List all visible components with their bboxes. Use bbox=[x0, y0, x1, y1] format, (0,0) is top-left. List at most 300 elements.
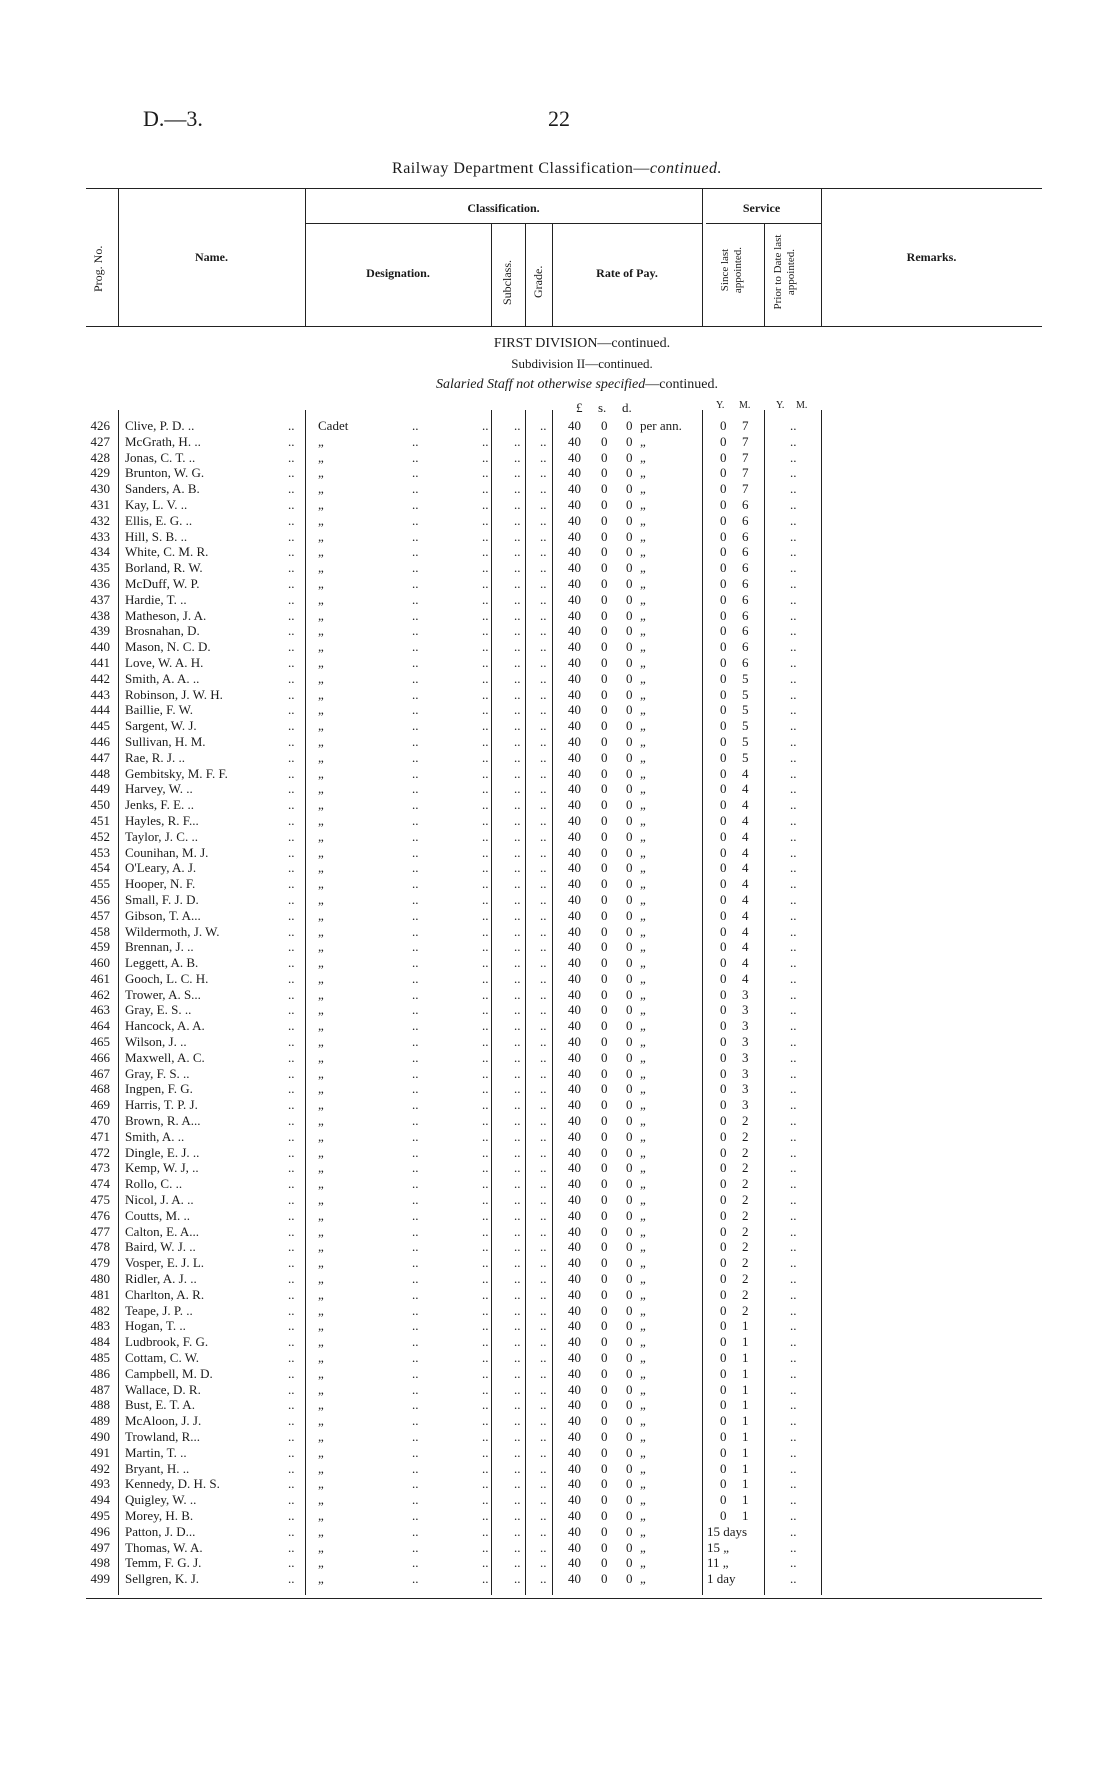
years-cell: 0 bbox=[720, 891, 727, 907]
years-cell: 0 bbox=[720, 654, 727, 670]
pounds-cell: 40 bbox=[568, 860, 581, 876]
prog-no-cell: 458 bbox=[90, 923, 110, 939]
leader-dots: .. bbox=[540, 1081, 547, 1097]
period-cell: „ bbox=[640, 749, 646, 765]
col-prog-no: Prog. No. bbox=[91, 245, 105, 292]
leader-dots: .. bbox=[514, 623, 521, 639]
designation-cell: „ bbox=[318, 1192, 324, 1208]
months-cell: 1 bbox=[742, 1381, 749, 1397]
pounds-cell: 40 bbox=[568, 481, 581, 497]
pence-cell: 0 bbox=[626, 907, 633, 923]
pence-cell: 0 bbox=[626, 575, 633, 591]
designation-cell: „ bbox=[318, 1413, 324, 1429]
leader-dots: .. bbox=[514, 955, 521, 971]
period-cell: „ bbox=[640, 781, 646, 797]
designation-cell: „ bbox=[318, 1034, 324, 1050]
name-cell: Trowland, R... bbox=[125, 1429, 201, 1444]
leader-dots: .. bbox=[288, 607, 295, 623]
table-row bbox=[0, 513, 1114, 529]
table-row bbox=[0, 1050, 1114, 1066]
leader-dots: .. bbox=[540, 607, 547, 623]
shillings-cell: 0 bbox=[601, 986, 608, 1002]
designation-cell: „ bbox=[318, 1365, 324, 1381]
months-cell: 3 bbox=[742, 1049, 749, 1065]
leader-dots: .. bbox=[288, 733, 295, 749]
table-row bbox=[0, 1239, 1114, 1255]
leader-dots: .. bbox=[288, 1049, 295, 1065]
shillings-cell: 0 bbox=[601, 923, 608, 939]
prog-no-cell: 446 bbox=[90, 733, 110, 749]
shillings-cell: 0 bbox=[601, 718, 608, 734]
table-row bbox=[0, 939, 1114, 955]
col-name: Name. bbox=[195, 250, 228, 264]
leader-dots: .. bbox=[514, 512, 521, 528]
leader-dots: .. bbox=[540, 1160, 547, 1176]
leader-dots: .. bbox=[412, 1523, 419, 1539]
prog-no-cell: 426 bbox=[90, 418, 110, 433]
pounds-cell: 40 bbox=[568, 812, 581, 828]
period-cell: „ bbox=[640, 1444, 646, 1460]
shillings-cell: 0 bbox=[601, 1539, 608, 1555]
months-cell: 4 bbox=[742, 970, 749, 986]
leader-dots: .. bbox=[482, 733, 489, 749]
table-row bbox=[0, 908, 1114, 924]
pence-cell: 0 bbox=[626, 481, 633, 497]
months-cell: 7 bbox=[742, 433, 749, 449]
pence-cell: 0 bbox=[626, 1081, 633, 1097]
leader-dots: .. bbox=[790, 1113, 797, 1129]
leader-dots: .. bbox=[482, 1555, 489, 1571]
prog-no-cell: 433 bbox=[90, 528, 110, 544]
designation-cell: „ bbox=[318, 876, 324, 892]
table-row bbox=[0, 734, 1114, 750]
period-cell: „ bbox=[640, 1492, 646, 1508]
leader-dots: .. bbox=[790, 575, 797, 591]
table-row bbox=[0, 1224, 1114, 1240]
leader-dots: .. bbox=[482, 1413, 489, 1429]
designation-cell: „ bbox=[318, 765, 324, 781]
leader-dots: .. bbox=[412, 623, 419, 639]
months-cell: 2 bbox=[742, 1144, 749, 1160]
col-prior-to-date bbox=[772, 224, 798, 320]
leader-dots: .. bbox=[790, 686, 797, 702]
leader-dots: .. bbox=[790, 1207, 797, 1223]
pounds-cell: 40 bbox=[568, 1002, 581, 1018]
leader-dots: .. bbox=[288, 544, 295, 560]
pounds-cell: 40 bbox=[568, 1192, 581, 1208]
header-top-rule bbox=[86, 188, 1042, 189]
name-cell: Ludbrook, F. G. bbox=[125, 1334, 209, 1350]
leader-dots: .. bbox=[540, 907, 547, 923]
leader-dots: .. bbox=[412, 1113, 419, 1129]
shillings-cell: 0 bbox=[601, 1192, 608, 1208]
months-cell: 5 bbox=[742, 718, 749, 734]
leader-dots: .. bbox=[514, 449, 521, 465]
shillings-cell: 0 bbox=[601, 1555, 608, 1571]
shillings-cell: 0 bbox=[601, 575, 608, 591]
pence-cell: 0 bbox=[626, 1476, 633, 1492]
table-row bbox=[0, 829, 1114, 845]
shillings-cell: 0 bbox=[601, 828, 608, 844]
year-unit: Y. bbox=[716, 400, 725, 411]
period-cell: „ bbox=[640, 1176, 646, 1192]
shillings-cell: 0 bbox=[601, 560, 608, 576]
pounds-cell: 40 bbox=[568, 970, 581, 986]
leader-dots: .. bbox=[540, 1113, 547, 1129]
pounds-cell: 40 bbox=[568, 1034, 581, 1050]
period-cell: „ bbox=[640, 591, 646, 607]
designation-cell: „ bbox=[318, 1239, 324, 1255]
shillings-cell: 0 bbox=[601, 639, 608, 655]
leader-dots: .. bbox=[540, 876, 547, 892]
years-cell: 0 bbox=[720, 607, 727, 623]
months-cell: 2 bbox=[742, 1128, 749, 1144]
pence-cell: 0 bbox=[626, 1128, 633, 1144]
leader-dots: .. bbox=[790, 1239, 797, 1255]
name-cell: Bryant, H. .. bbox=[125, 1460, 190, 1476]
months-cell: 2 bbox=[742, 1271, 749, 1287]
leader-dots: .. bbox=[482, 1065, 489, 1081]
leader-dots: .. bbox=[790, 718, 797, 734]
shillings-cell: 0 bbox=[601, 465, 608, 481]
pence-cell: 0 bbox=[626, 718, 633, 734]
designation-cell: „ bbox=[318, 860, 324, 876]
years-cell: 0 bbox=[720, 686, 727, 702]
leader-dots: .. bbox=[790, 702, 797, 718]
leader-dots: .. bbox=[482, 560, 489, 576]
name-cell: Smith, A. .. bbox=[125, 1128, 185, 1144]
shillings-cell: 0 bbox=[601, 1097, 608, 1113]
leader-dots: .. bbox=[540, 433, 547, 449]
months-cell: 1 bbox=[742, 1350, 749, 1366]
leader-dots: .. bbox=[790, 860, 797, 876]
months-cell: 4 bbox=[742, 860, 749, 876]
table-row bbox=[0, 924, 1114, 940]
leader-dots: .. bbox=[790, 1160, 797, 1176]
prog-no-cell: 465 bbox=[90, 1034, 110, 1050]
leader-dots: .. bbox=[288, 1239, 295, 1255]
designation-cell: „ bbox=[318, 1160, 324, 1176]
name-cell: O'Leary, A. J. bbox=[125, 860, 197, 876]
table-row bbox=[0, 1492, 1114, 1508]
leader-dots: .. bbox=[412, 844, 419, 860]
pence-cell: 0 bbox=[626, 1207, 633, 1223]
leader-dots: .. bbox=[790, 986, 797, 1002]
pence-cell: 0 bbox=[626, 781, 633, 797]
period-cell: „ bbox=[640, 733, 646, 749]
col-grade: Grade. bbox=[531, 265, 545, 298]
leader-dots: .. bbox=[790, 1128, 797, 1144]
leader-dots: .. bbox=[412, 702, 419, 718]
leader-dots: .. bbox=[412, 449, 419, 465]
years-cell: 0 bbox=[720, 939, 727, 955]
period-cell: „ bbox=[640, 1002, 646, 1018]
shillings-cell: 0 bbox=[601, 749, 608, 765]
shillings-cell: 0 bbox=[601, 654, 608, 670]
leader-dots: .. bbox=[288, 797, 295, 813]
name-cell: Gembitsky, M. F. F. bbox=[125, 765, 228, 781]
leader-dots: .. bbox=[412, 1144, 419, 1160]
years-cell: 0 bbox=[720, 1097, 727, 1113]
name-cell: Small, F. J. D. bbox=[125, 891, 199, 907]
col-designation: Designation. bbox=[366, 266, 430, 280]
table-row bbox=[0, 497, 1114, 513]
shillings-cell: 0 bbox=[601, 1492, 608, 1508]
leader-dots: .. bbox=[790, 1002, 797, 1018]
leader-dots: .. bbox=[790, 765, 797, 781]
designation-cell: „ bbox=[318, 1223, 324, 1239]
designation-cell: „ bbox=[318, 1492, 324, 1508]
pence-cell: 0 bbox=[626, 828, 633, 844]
period-cell: „ bbox=[640, 1460, 646, 1476]
leader-dots: .. bbox=[412, 1034, 419, 1050]
leader-dots: .. bbox=[288, 891, 295, 907]
leader-dots: .. bbox=[514, 1444, 521, 1460]
leader-dots: .. bbox=[514, 465, 521, 481]
leader-dots: .. bbox=[412, 418, 419, 433]
pence-cell: 0 bbox=[626, 591, 633, 607]
leader-dots: .. bbox=[540, 1334, 547, 1350]
pounds-cell: 40 bbox=[568, 1413, 581, 1429]
years-cell: 0 bbox=[720, 970, 727, 986]
shillings-cell: 0 bbox=[601, 1318, 608, 1334]
leader-dots: .. bbox=[790, 733, 797, 749]
leader-dots: .. bbox=[412, 1555, 419, 1571]
shillings-cell: 0 bbox=[601, 1365, 608, 1381]
leader-dots: .. bbox=[412, 1128, 419, 1144]
leader-dots: .. bbox=[540, 702, 547, 718]
years-cell: 0 bbox=[720, 923, 727, 939]
designation-cell: „ bbox=[318, 1381, 324, 1397]
leader-dots: .. bbox=[540, 1018, 547, 1034]
pounds-cell: 40 bbox=[568, 560, 581, 576]
pence-cell: 0 bbox=[626, 986, 633, 1002]
header-divider bbox=[525, 223, 526, 326]
leader-dots: .. bbox=[540, 923, 547, 939]
leader-dots: .. bbox=[514, 1239, 521, 1255]
months-cell: 4 bbox=[742, 876, 749, 892]
designation-cell: „ bbox=[318, 528, 324, 544]
service-duration-cell: 15 days bbox=[707, 1523, 748, 1539]
leader-dots: .. bbox=[514, 528, 521, 544]
table-row bbox=[0, 687, 1114, 703]
prog-no-cell: 489 bbox=[90, 1413, 110, 1429]
leader-dots: .. bbox=[514, 1034, 521, 1050]
period-cell: „ bbox=[640, 449, 646, 465]
leader-dots: .. bbox=[288, 1192, 295, 1208]
leader-dots: .. bbox=[412, 907, 419, 923]
years-cell: 0 bbox=[720, 1207, 727, 1223]
table-row bbox=[0, 529, 1114, 545]
leader-dots: .. bbox=[482, 575, 489, 591]
designation-cell: „ bbox=[318, 939, 324, 955]
leader-dots: .. bbox=[540, 718, 547, 734]
leader-dots: .. bbox=[412, 607, 419, 623]
leader-dots: .. bbox=[540, 1318, 547, 1334]
designation-cell: „ bbox=[318, 1002, 324, 1018]
leader-dots: .. bbox=[514, 481, 521, 497]
leader-dots: .. bbox=[514, 1018, 521, 1034]
designation-cell: „ bbox=[318, 465, 324, 481]
pence-cell: 0 bbox=[626, 1539, 633, 1555]
prog-no-cell: 448 bbox=[90, 765, 110, 781]
prog-no-cell: 437 bbox=[90, 591, 110, 607]
leader-dots: .. bbox=[514, 781, 521, 797]
leader-dots: .. bbox=[540, 955, 547, 971]
prog-no-cell: 462 bbox=[90, 986, 110, 1002]
table-row bbox=[0, 1461, 1114, 1477]
designation-cell: „ bbox=[318, 844, 324, 860]
leader-dots: .. bbox=[412, 955, 419, 971]
leader-dots: .. bbox=[790, 828, 797, 844]
leader-dots: .. bbox=[790, 1539, 797, 1555]
shillings-cell: 0 bbox=[601, 1144, 608, 1160]
period-cell: „ bbox=[640, 986, 646, 1002]
leader-dots: .. bbox=[412, 718, 419, 734]
leader-dots: .. bbox=[482, 433, 489, 449]
name-cell: McDuff, W. P. bbox=[125, 575, 200, 591]
pounds-cell: 40 bbox=[568, 1350, 581, 1366]
leader-dots: .. bbox=[514, 1492, 521, 1508]
leader-dots: .. bbox=[412, 923, 419, 939]
leader-dots: .. bbox=[540, 781, 547, 797]
pence-cell: 0 bbox=[626, 1160, 633, 1176]
leader-dots: .. bbox=[482, 449, 489, 465]
shillings-cell: 0 bbox=[601, 1128, 608, 1144]
designation-cell: „ bbox=[318, 1255, 324, 1271]
leader-dots: .. bbox=[790, 1018, 797, 1034]
prog-no-cell: 475 bbox=[90, 1192, 110, 1208]
years-cell: 0 bbox=[720, 1144, 727, 1160]
shillings-cell: 0 bbox=[601, 1018, 608, 1034]
leader-dots: .. bbox=[540, 1492, 547, 1508]
leader-dots: .. bbox=[412, 1397, 419, 1413]
shillings-cell: 0 bbox=[601, 812, 608, 828]
leader-dots: .. bbox=[482, 623, 489, 639]
pence-cell: 0 bbox=[626, 702, 633, 718]
designation-cell: „ bbox=[318, 1318, 324, 1334]
table-row bbox=[0, 481, 1114, 497]
leader-dots: .. bbox=[288, 1271, 295, 1287]
designation-cell: „ bbox=[318, 797, 324, 813]
pounds-cell: 40 bbox=[568, 702, 581, 718]
name-cell: Martin, T. .. bbox=[125, 1444, 187, 1460]
name-cell: Morey, H. B. bbox=[125, 1507, 194, 1523]
table-row bbox=[0, 1476, 1114, 1492]
leader-dots: .. bbox=[482, 591, 489, 607]
leader-dots: .. bbox=[288, 907, 295, 923]
leader-dots: .. bbox=[540, 1350, 547, 1366]
shillings-cell: 0 bbox=[601, 860, 608, 876]
leader-dots: .. bbox=[540, 496, 547, 512]
shillings-cell: 0 bbox=[601, 496, 608, 512]
leader-dots: .. bbox=[412, 1081, 419, 1097]
leader-dots: .. bbox=[540, 528, 547, 544]
leader-dots: .. bbox=[482, 1302, 489, 1318]
leader-dots: .. bbox=[540, 797, 547, 813]
period-cell: „ bbox=[640, 1144, 646, 1160]
pounds-cell: 40 bbox=[568, 733, 581, 749]
table-bottom-rule bbox=[86, 1598, 1042, 1599]
leader-dots: .. bbox=[540, 670, 547, 686]
designation-cell: „ bbox=[318, 828, 324, 844]
leader-dots: .. bbox=[482, 1239, 489, 1255]
leader-dots: .. bbox=[288, 765, 295, 781]
years-cell: 0 bbox=[720, 1065, 727, 1081]
table-row bbox=[0, 1129, 1114, 1145]
division-heading: FIRST DIVISION—continued. bbox=[493, 336, 671, 351]
name-cell: Hill, S. B. .. bbox=[125, 528, 188, 544]
pence-cell: 0 bbox=[626, 1065, 633, 1081]
years-cell: 0 bbox=[720, 860, 727, 876]
table-row bbox=[0, 1350, 1114, 1366]
page-number: 22 bbox=[548, 106, 570, 131]
period-cell: „ bbox=[640, 1286, 646, 1302]
leader-dots: .. bbox=[790, 907, 797, 923]
pence-cell: 0 bbox=[626, 528, 633, 544]
years-cell: 0 bbox=[720, 797, 727, 813]
name-cell: McGrath, H. .. bbox=[125, 433, 201, 449]
name-cell: Gooch, L. C. H. bbox=[125, 970, 209, 986]
months-cell: 4 bbox=[742, 797, 749, 813]
shillings-cell: 0 bbox=[601, 1571, 608, 1587]
shillings-cell: 0 bbox=[601, 1397, 608, 1413]
title-italic: continued. bbox=[649, 160, 722, 177]
months-cell: 3 bbox=[742, 986, 749, 1002]
leader-dots: .. bbox=[288, 923, 295, 939]
name-cell: Sellgren, K. J. bbox=[125, 1571, 200, 1587]
name-cell: Vosper, E. J. L. bbox=[125, 1255, 205, 1271]
leader-dots: .. bbox=[540, 1397, 547, 1413]
leader-dots: .. bbox=[514, 702, 521, 718]
years-cell: 0 bbox=[720, 1397, 727, 1413]
designation-cell: „ bbox=[318, 1507, 324, 1523]
subdivision-heading: Subdivision II—continued. bbox=[511, 356, 653, 371]
prog-no-cell: 445 bbox=[90, 718, 110, 734]
pence-cell: 0 bbox=[626, 1302, 633, 1318]
pence-cell: 0 bbox=[626, 1492, 633, 1508]
months-cell: 1 bbox=[742, 1476, 749, 1492]
prog-no-cell: 467 bbox=[90, 1065, 110, 1081]
period-cell: „ bbox=[640, 1223, 646, 1239]
months-cell: 4 bbox=[742, 828, 749, 844]
leader-dots: .. bbox=[540, 1365, 547, 1381]
leader-dots: .. bbox=[514, 1523, 521, 1539]
table-row bbox=[0, 1271, 1114, 1287]
shillings-cell: 0 bbox=[601, 1034, 608, 1050]
leader-dots: .. bbox=[514, 797, 521, 813]
period-cell: „ bbox=[640, 575, 646, 591]
leader-dots: .. bbox=[540, 1144, 547, 1160]
pence-cell: 0 bbox=[626, 1507, 633, 1523]
leader-dots: .. bbox=[790, 891, 797, 907]
leader-dots: .. bbox=[482, 970, 489, 986]
prog-no-cell: 469 bbox=[90, 1097, 110, 1113]
leader-dots: .. bbox=[540, 1207, 547, 1223]
years-cell: 0 bbox=[720, 1381, 727, 1397]
table-row bbox=[0, 1176, 1114, 1192]
name-cell: Bust, E. T. A. bbox=[125, 1397, 195, 1413]
pence-cell: 0 bbox=[626, 623, 633, 639]
pounds-cell: 40 bbox=[568, 1097, 581, 1113]
leader-dots: .. bbox=[514, 1144, 521, 1160]
leader-dots: .. bbox=[412, 1476, 419, 1492]
pounds-cell: 40 bbox=[568, 1113, 581, 1129]
name-cell: Rollo, C. .. bbox=[125, 1176, 183, 1192]
pounds-cell: 40 bbox=[568, 1207, 581, 1223]
months-cell: 1 bbox=[742, 1334, 749, 1350]
table-row bbox=[0, 1429, 1114, 1445]
